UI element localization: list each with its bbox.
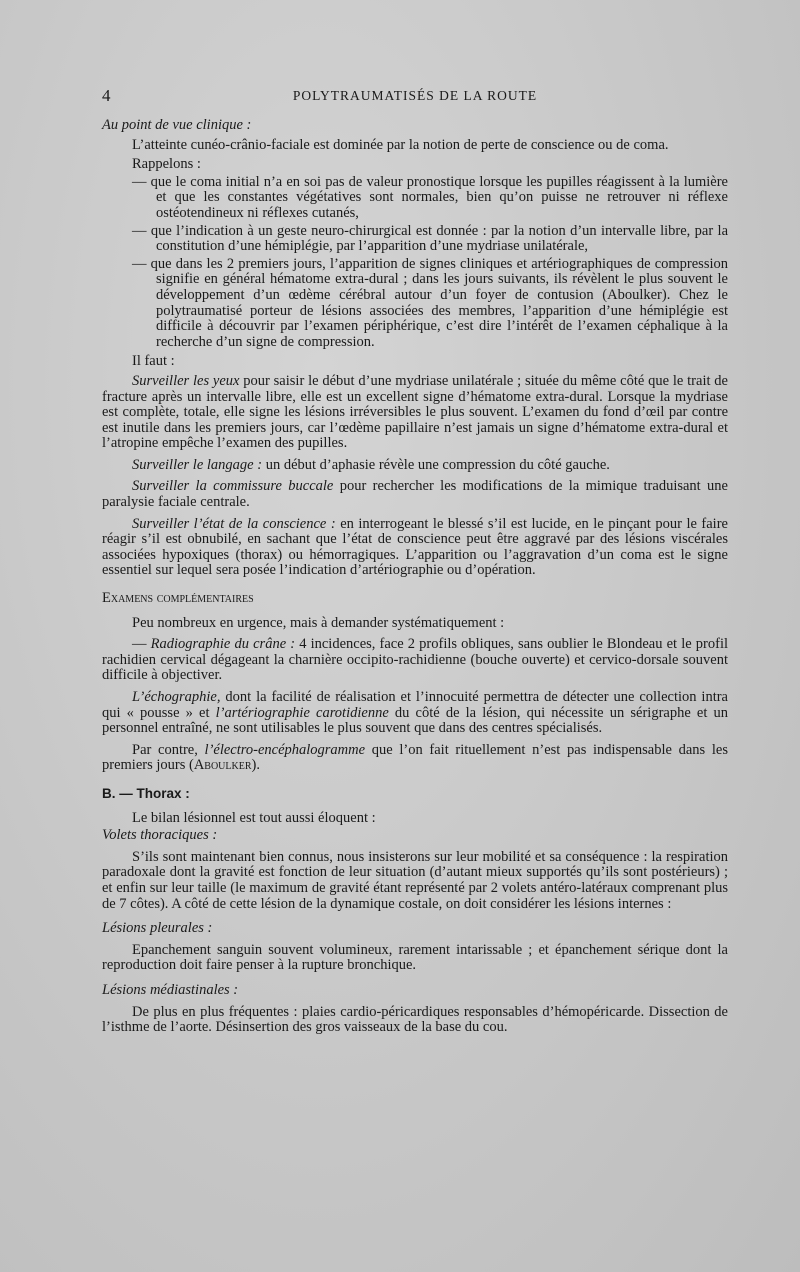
text-yeux: pour saisir le début d’une mydriase unilatérale ; située du même côté que le trait de fracture après un intervalle libre, elle est un excellent signe d’hématome extra-dural. Lorsque la mydriase est complète, totale, elle signe les lésions irréversibles le plus souvent. L’examen du fond d’œil par contre est inutile dans les premiers jours, car l’œdème papillaire n’est jamais un signe d’hématome extra-dural et l’atropine empêche l’examen des pupilles. [102, 372, 728, 452]
paragraph-rappelons: Rappelons : [132, 156, 201, 173]
paragraph-echographie [102, 690, 728, 737]
text-radiographie: 4 incidences, face 2 profils obliques, sans oublier le Blondeau et le profil rachidien cervical dégageant la charnière occipito-rachidienne (bouche ouverte) et cervico-dorsale souvent difficile à objectiver. [102, 636, 729, 684]
emphasis-radiographie: Radiographie du crâne : [150, 636, 296, 653]
emphasis-echographie: L’échographie, [132, 689, 221, 705]
running-title: POLYTRAUMATISÉS DE LA ROUTE [292, 88, 538, 103]
list-item-indication: — que l’indication à un geste neuro-chirurgical est donnée : par la notion d’un intervalle libre, par la constitution d’une hémiplégie, par l’apparition d’une mydriase unilatérale, [132, 222, 728, 255]
text-eeg-c: ). [251, 757, 260, 774]
emphasis-commissure: Surveiller la commissure buccale [132, 478, 334, 495]
heading-volets: Volets thoraciques : [102, 827, 218, 844]
paragraph-langage [102, 458, 728, 474]
emphasis-arteriographie: l’artériographie carotidienne [215, 704, 389, 721]
list-item-compression: — que dans les 2 premiers jours, l’apparition de signes cliniques et artériographiques de compression signifie en général hématome extra-dural ; dans les jours suivants, ils révèlent le plus souvent le développement d’un œdème cérébral autour d’un foyer de contusion (Aboulker). Chez le polytraumatisé porteur de lésions associées des membres, l’apparition d’une hémiplégie est difficile à découvrir par l’examen périphérique, c’est dire l’intérêt de l’examen céphalique à la recherche d’un signe de compression. [132, 255, 728, 350]
text-eeg-a: Par contre, [132, 741, 205, 758]
paragraph-radiographie: — Radiographie du crâne : 4 incidences, face 2 profils obliques, sans oublier le Blondeau et le profil rachidien cervical dégageant la charnière occipito-rachidienne (bouche ouverte) et cervico-dorsale souvent difficile à objectiver. [102, 636, 729, 684]
paragraph-mediastinales: De plus en plus fréquentes : plaies cardio-péricardiques responsables d’hémopéricarde. Dissection de l’isthme de l’aorte. Désinsertion des gros vaisseaux de la base du cou. [102, 1003, 728, 1036]
text-eeg-b: que l’on fait rituellement n’est pas indispensable dans les premiers jours ( [102, 741, 728, 774]
text-echographie-a: dont la facilité de réalisation et l’innocuité permettra de détecter une collection intra qui « pousse » et [102, 689, 728, 721]
emphasis-conscience: Surveiller l’état de la conscience : [132, 515, 336, 532]
paragraph-peu-nombreux: Peu nombreux en urgence, mais à demander systématiquement : [132, 614, 505, 631]
page-number: 4 [102, 86, 112, 105]
document-page [102, 86, 728, 1036]
paragraph-volets: S’ils sont maintenant bien connus, nous insisterons sur leur mobilité et sa conséquence : la respiration paradoxale dont la gravité est fonction de leur situation (d’autant mieux supportés qu’ils sont postérieurs) ; et enfin sur leur taille (le maximum de gravité étant représenté par 2 volets antéro-latéraux comprenant plus de 7 côtes). A côté de cette lésion de la dynamique costale, on doit considérer les lésions internes : [102, 848, 728, 912]
paragraph-il-faut: Il faut : [132, 353, 175, 370]
author-aboulker: Aboulker [193, 757, 252, 774]
text-commissure: pour rechercher les modifications de la mimique traduisant une paralysie faciale centrale. [102, 478, 728, 511]
emphasis-eeg: l’électro-encéphalogramme [204, 741, 366, 758]
text-conscience: en interrogeant le blessé s’il est lucide, en le pinçant pour le faire réagir s’il est obnubilé, en sachant que l’état de conscience peut être aggravé par des lésions viscérales associées hypoxiques (thorax) ou hémorragiques. L’apparition ou l’aggravation d’un coma est le signe essentiel sur lequel sera posée l’indication d’artériographie ou d’opération. [102, 515, 728, 579]
paragraph-commissure [102, 479, 728, 510]
paragraph-yeux [102, 374, 728, 452]
heading-pleurales: Lésions pleurales : [102, 920, 213, 937]
text-echographie-b: du côté de la lésion, qui nécessite un sérigraphe et un personnel entraîné, ne sont utilisables le plus souvent que dans des centres spécialisés. [102, 704, 728, 737]
paragraph-eeg [102, 743, 728, 774]
paragraph-atteinte: L’atteinte cunéo-crânio-faciale est dominée par la notion de perte de conscience ou de coma. [132, 136, 669, 153]
emphasis-yeux: Surveiller les yeux [132, 372, 240, 389]
running-header [102, 86, 728, 110]
heading-thorax: B. — Thorax : [102, 785, 190, 801]
paragraph-bilan: Le bilan lésionnel est tout aussi éloquent : [132, 809, 376, 826]
heading-mediastinales: Lésions médiastinales : [102, 981, 239, 998]
emphasis-langage: Surveiller le langage : [132, 456, 263, 473]
paragraph-conscience [102, 517, 728, 579]
paragraph-pleurales: Epanchement sanguin souvent volumineux, rarement intarissable ; et épanchement sérique dont la reproduction doit faire penser à la rupture bronchique. [102, 941, 728, 974]
list-item-coma: — que le coma initial n’a en soi pas de valeur pronostique lorsque les pupilles réagissent à la lumière et que les constantes végétatives sont normales, bien qu’on puisse ne retrouver ni réflexe ostéotendineux ni réflexes cutanés, [132, 173, 728, 221]
heading-clinique: Au point de vue clinique : [102, 117, 252, 133]
heading-examens: Examens complémentaires [102, 590, 254, 607]
text-langage: un début d’aphasie révèle une compression du côté gauche. [262, 456, 610, 473]
